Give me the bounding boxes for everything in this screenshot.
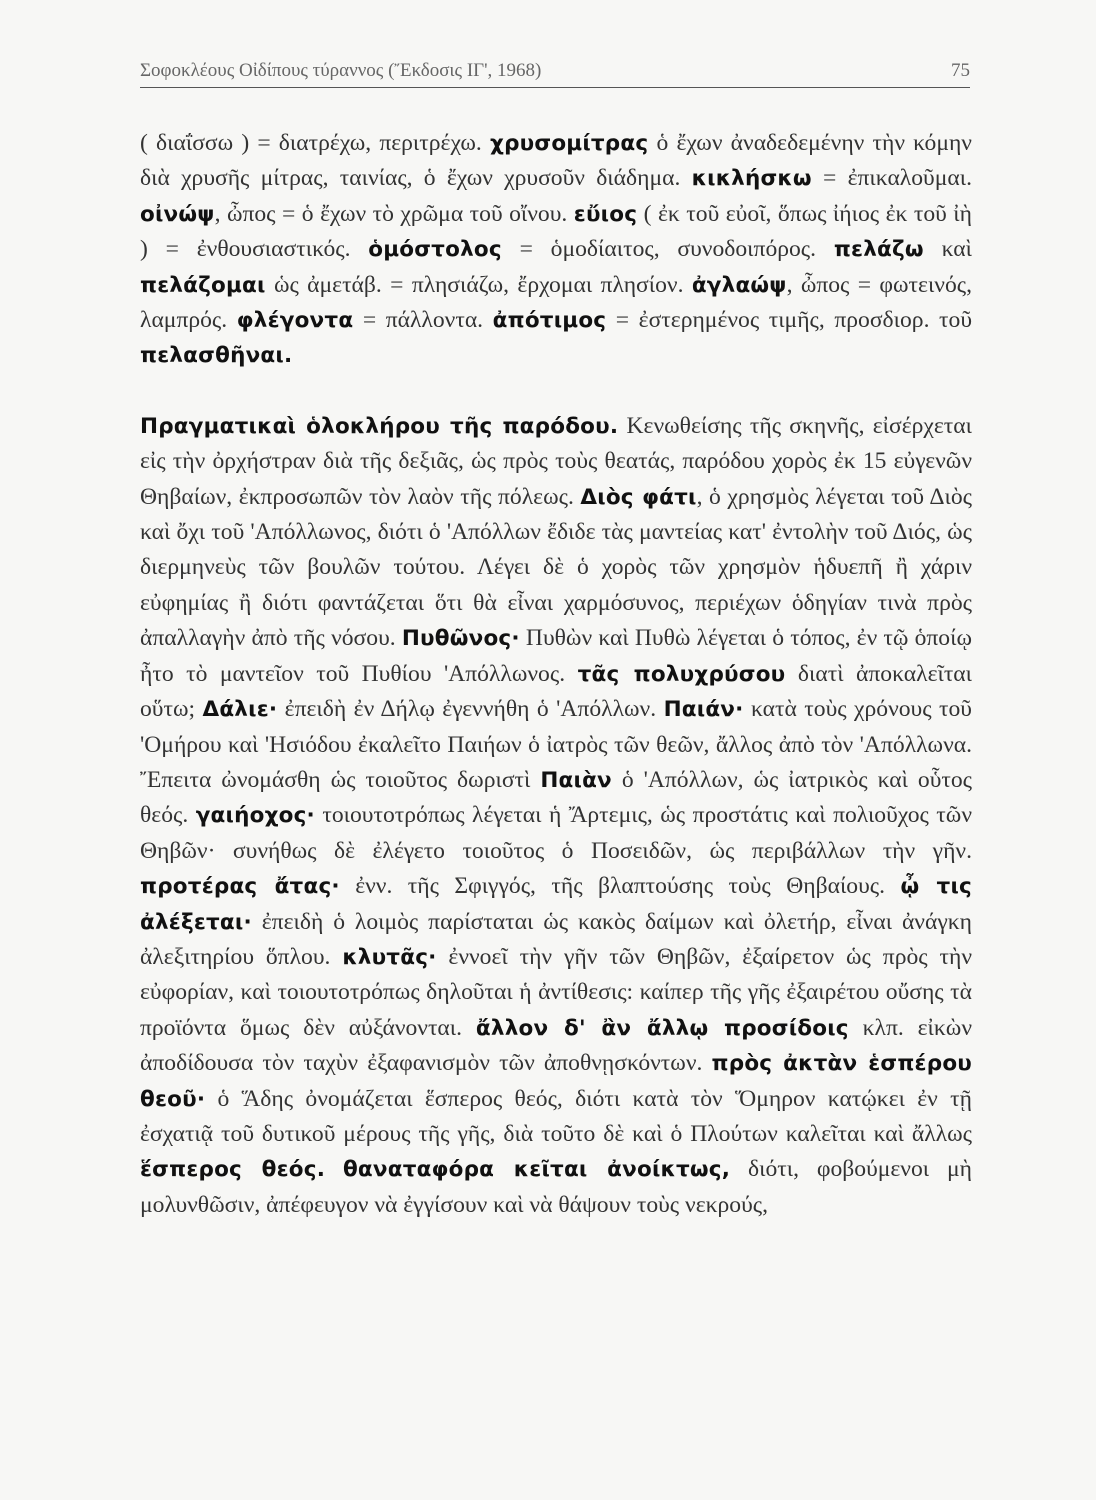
body-text: , ὦπος = φωτεινός, λαμπρός. [140, 271, 972, 334]
lemma-term: εὔιος [573, 201, 638, 227]
body-text: ( ἐκ τοῦ εὐοῖ, ὅπως ἰήιος ἐκ τοῦ ἰὴ ) = ἐνθουσιαστικός. [140, 200, 972, 263]
lemma-term: πελασθῆναι. [140, 343, 293, 369]
body-text: ὁ 'Απόλλων, ὡς ἰατρικὸς καὶ οὗτος θεός. [140, 766, 972, 829]
body-text: κατὰ τοὺς χρόνους τοῦ 'Ομήρου καὶ 'Ησιόδου ἐκαλεῖτο Παιήων ὁ ἰατρὸς τῶν θεῶν, ἄλλος ἀπὸ τὸν 'Απόλλωνα. Ἔπειτα ὠνομάσθη ὡς τοιοῦτος δωριστὶ [140, 696, 972, 793]
body-text: διότι, φοβούμενοι μὴ μολυνθῶσιν, ἀπέφευγον νὰ ἐγγίσουν καὶ νὰ θάψουν τοὺς νεκρούς, [140, 1156, 972, 1218]
page-number: 75 [951, 60, 970, 81]
lemma-term: φλέγοντα [236, 308, 354, 334]
body-text: ἐνν. τῆς Σφιγγός, τῆς βλαπτούσης τοὺς Θηβαίους. [339, 873, 901, 900]
body-text: ἐννοεῖ τὴν γῆν τῶν Θηβῶν, ἐξαίρετον ὡς πρὸς τὴν εὐφορίαν, καὶ τοιουτοτρόπως δηλοῦται ἡ ἀντίθεσις: καίπερ τῆς γῆς ἐξαιρέτου οὔσης τὰ προϊόντα ὅμως δὲν αὐξάνονται. [140, 943, 972, 1041]
lemma-term: οἰνώψ [140, 201, 215, 227]
body-text: ἐπειδὴ ἐν Δήλῳ ἐγεννήθη ὁ 'Απόλλων. [277, 696, 664, 723]
section-heading: Πραγματικαὶ ὁλοκλήρου τῆς παρόδου. [140, 413, 619, 439]
lemma-term: Πυθῶνος· [401, 626, 520, 652]
lemma-term: ἀγλαώψ [691, 272, 787, 298]
lemma-term: Διὸς φάτι [580, 484, 697, 510]
lemma-term: ἕσπερος θεός. [140, 1157, 326, 1183]
body-text: καὶ [923, 236, 972, 263]
lemma-term: χρυσομίτρας [490, 131, 649, 156]
body-text [325, 1156, 343, 1182]
lemma-term: κλυτᾶς· [342, 944, 437, 970]
running-header [140, 60, 970, 88]
lemma-term: πελάζω [833, 237, 924, 263]
lemma-term: προτέρας ἄτας· [140, 874, 340, 900]
lemma-term: Παιὰν [540, 767, 612, 793]
body-text: , ὁ χρησμὸς λέγεται τοῦ Διὸς καὶ ὄχι τοῦ 'Απόλλωνος, διότι ὁ 'Απόλλων ἔδιδε τὰς μαντείας κατ' ἐντολὴν τοῦ Διός, ὡς διερμηνεὺς τῶν βουλῶν τούτου. Λέγει δὲ ὁ χορὸς τῶν χρησμὸν ἡδυεπῆ ἢ χάριν εὐφημίας ἢ διότι φαντάζεται ὅτι θὰ εἶναι χαρμόσυνος, περιέχων ὁδηγίαν τινὰ πρὸς ἀπαλλαγὴν ἀπὸ τῆς νόσου. [140, 483, 972, 652]
lemma-term: θαναταφόρα κεῖται ἀνοίκτως, [342, 1157, 731, 1183]
lemma-term: γαιήοχος· [195, 803, 315, 829]
lemma-term: τᾶς πολυχρύσου [577, 661, 786, 687]
body-text: διατὶ ἀποκαλεῖται οὕτω; [140, 660, 973, 723]
lemma-term: ὁμόστολος [368, 237, 502, 263]
lemma-term: ἀπότιμος [492, 308, 607, 334]
body-text: κλπ. εἰκὼν ἀποδίδουσα τὸν ταχὺν ἐξαφανισμὸν τῶν ἀποθνῃσκόντων. [140, 1014, 972, 1077]
lemma-term: ἄλλον δ' ἂν ἄλλῳ προσίδοις [475, 1015, 849, 1041]
lemma-term: Δάλιε· [202, 697, 278, 723]
lemma-term: πελάζομαι [140, 272, 266, 298]
body-text: ὁ Ἅδης ὀνομάζεται ἕσπερος θεός, διότι κατὰ τὸν Ὅμηρον κατῴκει ἐν τῇ ἐσχατιᾷ τοῦ δυτικοῦ μέρους τῆς γῆς, διὰ τοῦτο δὲ καὶ ὁ Πλούτων καλεῖται καὶ ἄλλως [140, 1085, 972, 1147]
page-body [140, 126, 972, 1223]
glossary-paragraph [140, 126, 972, 374]
body-text: = ὁμοδίαιτος, συνοδοιπόρος. [501, 236, 834, 263]
body-text: = ἐστερημένος τιμῆς, προσδιορ. τοῦ [606, 307, 973, 334]
body-text: Πυθὼν καὶ Πυθὼ λέγεται ὁ τόπος, ἐν τῷ ὁποίῳ ἦτο τὸ μαντεῖον τοῦ Πυθίου 'Απόλλωνος. [140, 625, 972, 687]
body-text: , ὦπος = ὁ ἔχων τὸ χρῶμα τοῦ οἴνου. [214, 200, 574, 227]
lemma-term: Παιάν· [663, 697, 744, 723]
body-text: ἐπειδὴ ὁ λοιμὸς παρίσταται ὡς κακὸς δαίμων καὶ ὀλετήρ, εἶναι ἀνάγκη ἀλεξιτηρίου ὅπλου. [140, 908, 972, 970]
lemma-term: κικλήσκω [691, 166, 812, 192]
body-text: = πάλλοντα. [353, 307, 493, 334]
body-text: = ἐπικαλοῦμαι. [811, 165, 972, 192]
body-text: ( διαΐσσω ) = διατρέχω, περιτρέχω. [140, 130, 490, 156]
body-text: τοιουτοτρόπως λέγεται ἡ Ἄρτεμις, ὡς προστάτις καὶ πολιοῦχος τῶν Θηβῶν· συνήθως δὲ ἐλέγετο τοιοῦτος ὁ Ποσειδῶν, ὡς περιβάλλων τὴν γῆν. [140, 802, 972, 864]
commentary-paragraph [140, 409, 972, 1223]
body-text: ὁ ἔχων ἀναδεδεμένην τὴν κόμην διὰ χρυσῆς μίτρας, ταινίας, ὁ ἔχων χρυσοῦν διάδημα. [140, 130, 972, 192]
lemma-term: ᾦ τις ἀλέξεται· [140, 874, 972, 935]
body-text: Κενωθείσης τῆς σκηνῆς, εἰσέρχεται εἰς τὴν ὀρχήστραν διὰ τῆς δεξιᾶς, ὡς πρὸς τοὺς θεατάς, παρόδου χορὸς ἐκ 15 εὐγενῶν Θηβαίων, ἐκπροσωπῶν τὸν λαὸν τῆς πόλεως. [140, 412, 972, 510]
lemma-term: πρὸς ἀκτὰν ἑσπέρου θεοῦ· [140, 1051, 973, 1112]
body-text: ὡς ἀμετάβ. = πλησιάζω, ἔρχομαι πλησίον. [265, 271, 692, 298]
running-title: Σοφοκλέους Οἰδίπους τύραννος (Ἔκδοσις ΙΓ', 1968) [140, 60, 542, 81]
